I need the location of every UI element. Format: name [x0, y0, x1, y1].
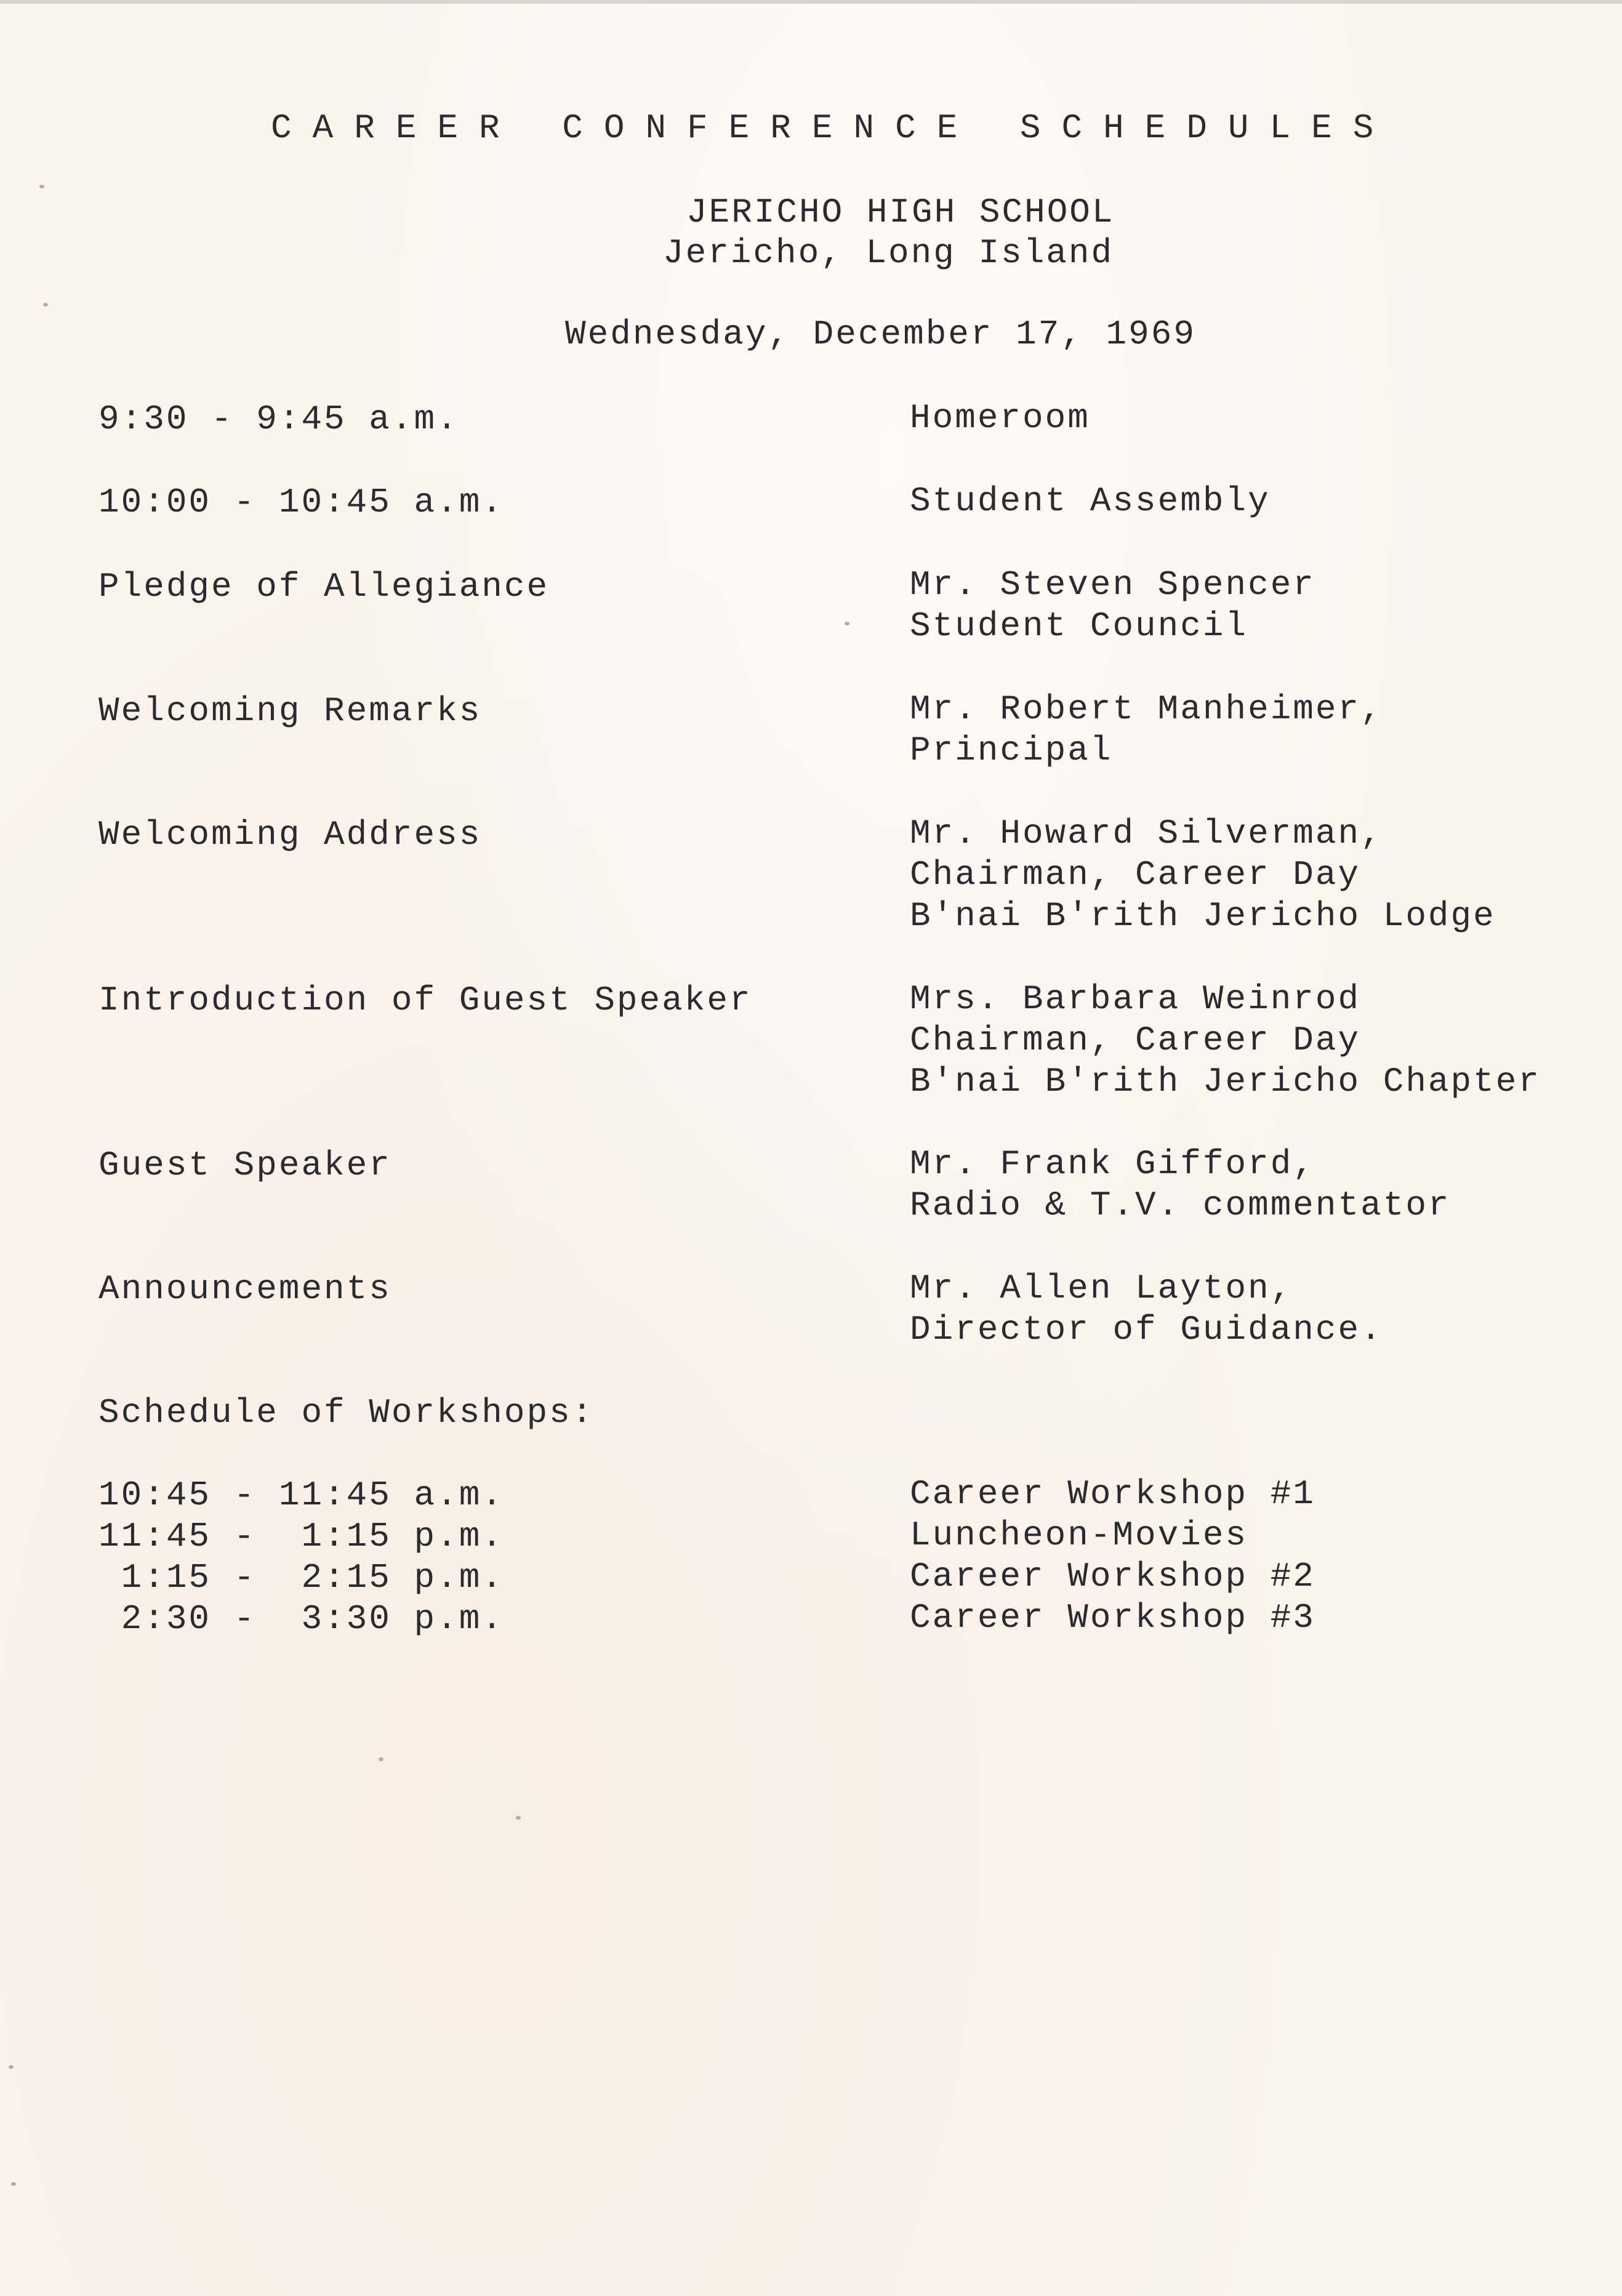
program-right-6-line-0: Mr. Frank Gifford, [910, 1144, 1315, 1184]
program-right-4-line-2: B'nai B'rith Jericho Lodge [910, 896, 1496, 936]
program-right-7-line-0: Mr. Allen Layton, [910, 1269, 1293, 1308]
program-right-0-line-0: Homeroom [910, 398, 1090, 438]
paper-speck [43, 303, 48, 307]
workshop-activity-1: Luncheon-Movies [910, 1515, 1248, 1555]
program-left-0: 9:30 - 9:45 a.m. [98, 399, 459, 439]
paper-speck [379, 1757, 383, 1761]
program-right-3-line-0: Mr. Robert Manheimer, [910, 689, 1383, 729]
program-right-2-line-1: Student Council [910, 606, 1248, 646]
program-left-4: Welcoming Address [98, 815, 482, 854]
program-left-3: Welcoming Remarks [98, 691, 482, 731]
school-location: Jericho, Long Island [663, 233, 1114, 273]
workshop-time-3: 2:30 - 3:30 p.m. [98, 1599, 504, 1639]
program-left-2: Pledge of Allegiance [98, 567, 550, 606]
program-left-5: Introduction of Guest Speaker [98, 981, 752, 1020]
paper-speck [9, 2065, 14, 2069]
paper-speck [39, 185, 44, 188]
workshops-heading: Schedule of Workshops: [98, 1393, 595, 1432]
conference-date: Wednesday, December 17, 1969 [565, 315, 1196, 354]
workshop-time-2: 1:15 - 2:15 p.m. [98, 1558, 504, 1597]
workshop-activity-3: Career Workshop #3 [910, 1598, 1315, 1637]
workshop-activity-0: Career Workshop #1 [910, 1474, 1315, 1514]
paper-speck [845, 622, 849, 625]
program-left-6: Guest Speaker [98, 1146, 391, 1185]
program-right-4-line-0: Mr. Howard Silverman, [910, 814, 1383, 853]
program-right-5-line-2: B'nai B'rith Jericho Chapter [910, 1062, 1541, 1101]
program-left-1: 10:00 - 10:45 a.m. [98, 483, 504, 522]
program-right-5-line-1: Chairman, Career Day [910, 1021, 1361, 1060]
school-name: JERICHO HIGH SCHOOL [686, 193, 1115, 232]
program-right-6-line-1: Radio & T.V. commentator [910, 1186, 1451, 1225]
paper-speck [11, 2182, 16, 2186]
workshop-time-0: 10:45 - 11:45 a.m. [98, 1475, 504, 1515]
program-right-3-line-1: Principal [910, 731, 1113, 770]
program-right-4-line-1: Chairman, Career Day [910, 855, 1361, 894]
program-right-2-line-0: Mr. Steven Spencer [910, 565, 1315, 604]
scan-top-edge [0, 0, 1622, 4]
paper-speck [516, 1816, 521, 1820]
program-right-1-line-0: Student Assembly [910, 481, 1271, 521]
program-left-7: Announcements [98, 1269, 391, 1309]
program-right-7-line-1: Director of Guidance. [910, 1310, 1383, 1349]
document-title: CAREER CONFERENCE SCHEDULES [271, 108, 1395, 148]
workshop-activity-2: Career Workshop #2 [910, 1557, 1315, 1596]
program-right-5-line-0: Mrs. Barbara Weinrod [910, 979, 1361, 1019]
workshop-time-1: 11:45 - 1:15 p.m. [98, 1517, 504, 1556]
